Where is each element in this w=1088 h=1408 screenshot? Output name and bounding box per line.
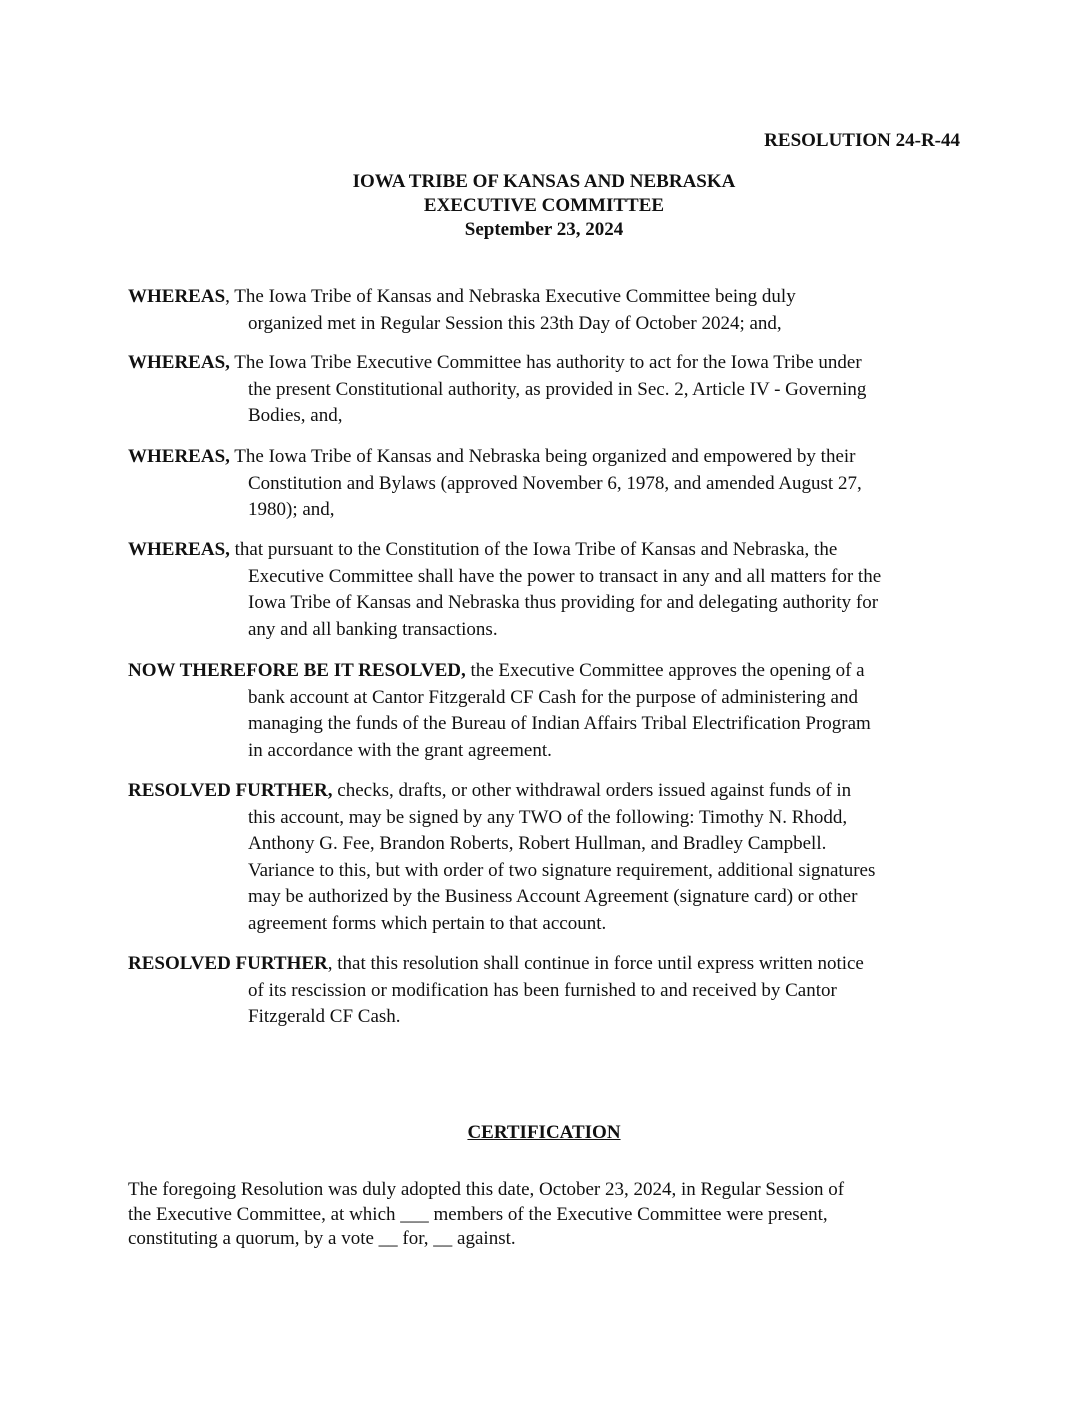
clause-line: of its rescission or modification has been furnished to and received by Cantor	[248, 979, 837, 1001]
document-date: September 23, 2024	[464, 219, 624, 240]
clause-line: The Iowa Tribe of Kansas and Nebraska Executive Committee being duly	[229, 286, 796, 307]
clause-lead-punct: ,	[225, 286, 230, 307]
certification-line: constituting a quorum, by a vote __ for, __ against.	[128, 1228, 516, 1249]
clause-line: the Executive Committee approves the opening of a	[465, 660, 865, 681]
clause-lead: WHEREAS	[128, 286, 226, 307]
resolved-further-clause-2	[128, 951, 968, 1031]
clause-lead: WHEREAS,	[128, 539, 230, 560]
clause-line: agreement forms which pertain to that account.	[248, 912, 607, 934]
certification-line: The foregoing Resolution was duly adopted this date, October 23, 2024, in Regular Session of	[128, 1179, 845, 1200]
clause-line: checks, drafts, or other withdrawal orders issued against funds of in	[332, 780, 852, 801]
clause-lead: WHEREAS,	[128, 446, 230, 467]
certification-line: the Executive Committee, at which ___ members of the Executive Committee were present,	[128, 1203, 828, 1225]
whereas-clause-2	[128, 350, 968, 430]
clause-line: organized met in Regular Session this 23th Day of October 2024; and,	[248, 312, 782, 334]
clause-line: 1980); and,	[248, 499, 335, 520]
clause-lead: RESOLVED FURTHER,	[128, 780, 333, 801]
certification-body	[128, 1178, 968, 1252]
clause-line: the present Constitutional authority, as provided in Sec. 2, Article IV - Governing	[248, 378, 867, 400]
clause-line: that this resolution shall continue in force until express written notice	[332, 953, 864, 974]
clause-lead: WHEREAS,	[128, 352, 230, 373]
clause-line: may be authorized by the Business Account Agreement (signature card) or other	[248, 886, 858, 907]
resolved-further-clause-1	[128, 778, 968, 937]
clause-line: Variance to this, but with order of two signature requirement, additional signatures	[248, 859, 876, 881]
clause-line: Bodies, and,	[248, 405, 343, 426]
clause-lead: NOW THEREFORE BE IT RESOLVED,	[128, 660, 466, 681]
whereas-clause-3	[128, 444, 968, 524]
clause-line: in accordance with the grant agreement.	[248, 739, 552, 761]
clause-lead: RESOLVED FURTHER	[128, 953, 328, 974]
clause-line: Constitution and Bylaws (approved November 6, 1978, and amended August 27,	[248, 472, 862, 494]
whereas-clause-4	[128, 537, 968, 643]
clause-line: The Iowa Tribe of Kansas and Nebraska being organized and empowered by their	[229, 446, 856, 467]
clause-line: that pursuant to the Constitution of the Iowa Tribe of Kansas and Nebraska, the	[229, 539, 838, 560]
certification-title: CERTIFICATION	[467, 1122, 621, 1143]
committee-name: EXECUTIVE COMMITTEE	[423, 195, 665, 216]
clause-line: any and all banking transactions.	[248, 618, 498, 640]
clause-line: Anthony G. Fee, Brandon Roberts, Robert Hullman, and Bradley Campbell.	[248, 833, 827, 854]
clause-line: bank account at Cantor Fitzgerald CF Cash for the purpose of administering and	[248, 686, 858, 708]
now-therefore-clause	[128, 658, 968, 764]
clause-line: Iowa Tribe of Kansas and Nebraska thus providing for and delegating authority for	[248, 592, 879, 613]
clause-line: managing the funds of the Bureau of Indian Affairs Tribal Electrification Program	[248, 713, 871, 734]
whereas-clause-1	[128, 284, 968, 337]
resolution-number: RESOLUTION 24-R-44	[764, 130, 960, 151]
clause-line: this account, may be signed by any TWO of the following: Timothy N. Rhodd,	[248, 806, 848, 828]
clause-line: Fitzgerald CF Cash.	[248, 1006, 401, 1027]
organization-name: IOWA TRIBE OF KANSAS AND NEBRASKA	[352, 171, 736, 192]
clause-line: The Iowa Tribe Executive Committee has authority to act for the Iowa Tribe under	[229, 352, 862, 373]
document-header	[0, 170, 1088, 242]
clause-lead-punct: ,	[327, 953, 333, 974]
clause-line: Executive Committee shall have the power to transact in any and all matters for the	[248, 565, 882, 587]
